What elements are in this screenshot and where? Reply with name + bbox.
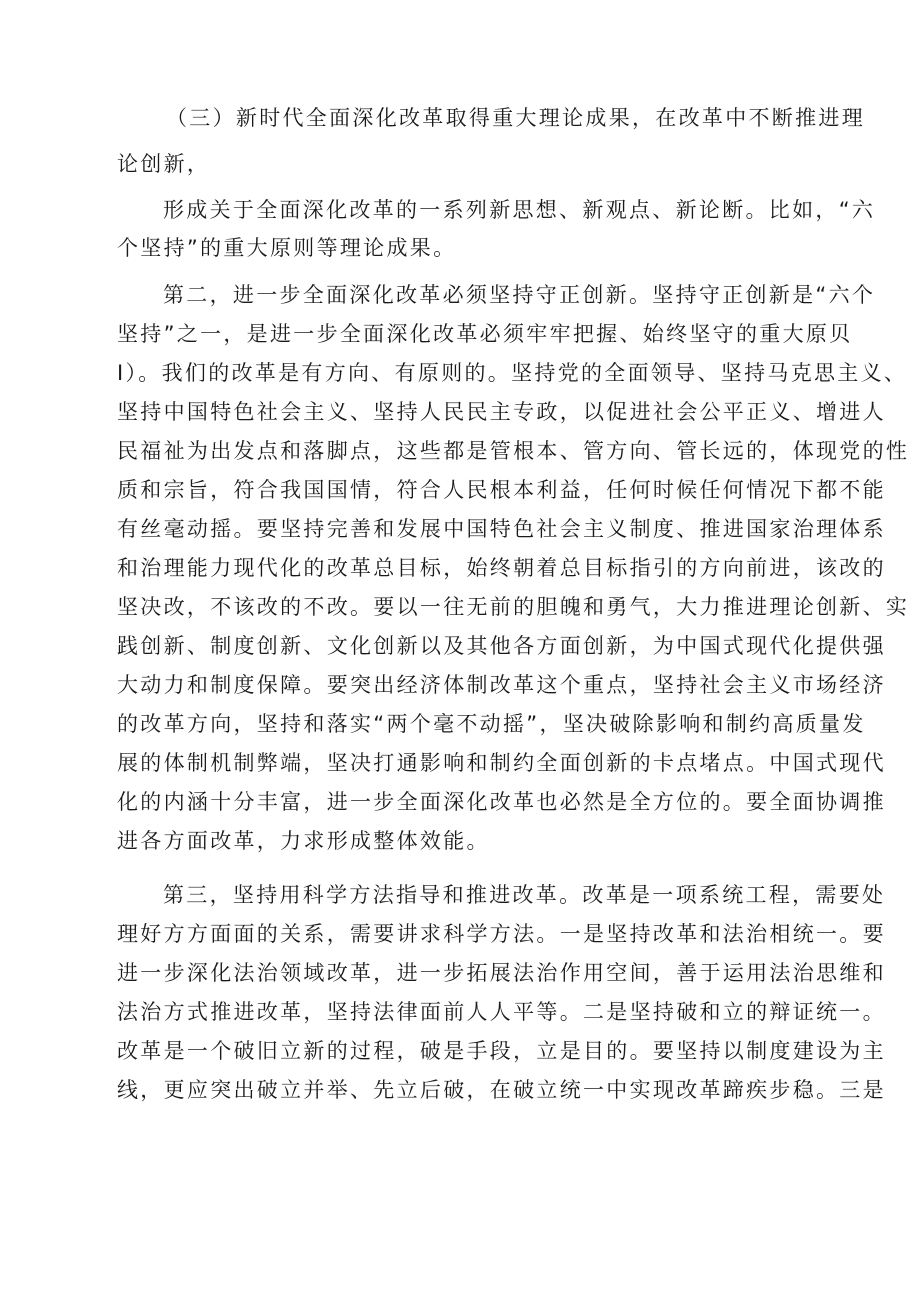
paragraph-line: 线，更应突出破立并举、先立后破，在破立统一中实现改革蹄疾步稳。三是 — [117, 1078, 886, 1102]
paragraph-line: 改革是一个破旧立新的过程，破是手段，立是目的。要坚持以制度建设为主 — [117, 1039, 886, 1063]
paragraph-line: 坚决改，不该改的不改。要以一往无前的胆魄和勇气，大力推进理论创新、实 — [117, 595, 910, 619]
paragraph-line: 理好方方面面的关系，需要讲求科学方法。一是坚持改革和法治相统一。要 — [117, 922, 886, 946]
paragraph-line: 进一步深化法治领域改革，进一步拓展法治作用空间，善于运用法治思维和 — [117, 961, 886, 985]
paragraph-line: 大动力和制度保障。要突出经济体制改革这个重点，坚持社会主义市场经济 — [117, 673, 886, 697]
paragraph-line: 个坚持”的重大原则等理论成果。 — [117, 236, 457, 260]
paragraph-line: 展的体制机制弊端，坚决打通影响和制约全面创新的卡点堵点。中国式现代 — [117, 751, 886, 775]
section-heading-line: 论创新， — [117, 152, 211, 176]
paragraph-line: 有丝毫动摇。要坚持完善和发展中国特色社会主义制度、推进国家治理体系 — [117, 517, 886, 541]
paragraph-line: 坚持”之一，是进一步全面深化改革必须牢牢把握、始终坚守的重大原贝 — [117, 322, 853, 346]
paragraph-line: 进各方面改革，力求形成整体效能。 — [117, 829, 490, 853]
paragraph-line: 和治理能力现代化的改革总目标，始终朝着总目标指引的方向前进，该改的 — [117, 556, 886, 580]
paragraph-line: 坚持中国特色社会主义、坚持人民民主专政，以促进社会公平正义、增进人 — [117, 400, 886, 424]
paragraph-line: I）。我们的改革是有方向、有原则的。坚持党的全面领导、坚持马克思主义、 — [117, 361, 908, 385]
paragraph-line: 化的内涵十分丰富，进一步全面深化改革也必然是全方位的。要全面协调推 — [117, 790, 886, 814]
paragraph-line: 践创新、制度创新、文化创新以及其他各方面创新，为中国式现代化提供强 — [117, 634, 886, 658]
paragraph-line: 形成关于全面深化改革的一系列新思想、新观点、新论断。比如，“六 — [163, 198, 876, 222]
paragraph-line: 第三，坚持用科学方法指导和推进改革。改革是一项系统工程，需要处 — [163, 883, 886, 907]
paragraph-line: 第二，进一步全面深化改革必须坚持守正创新。坚持守正创新是“六个 — [163, 283, 876, 307]
section-heading-line: （三）新时代全面深化改革取得重大理论成果，在改革中不断推进理 — [166, 106, 865, 130]
paragraph-line: 质和宗旨，符合我国国情，符合人民根本利益，任何时候任何情况下都不能 — [117, 478, 886, 502]
paragraph-line: 法治方式推进改革，坚持法律面前人人平等。二是坚持破和立的辩证统一。 — [117, 1000, 886, 1024]
paragraph-line: 民福祉为出发点和落脚点，这些都是管根本、管方向、管长远的，体现党的性 — [117, 439, 910, 463]
paragraph-line: 的改革方向，坚持和落实“两个毫不动摇”，坚决破除影响和制约高质量发 — [117, 712, 866, 736]
